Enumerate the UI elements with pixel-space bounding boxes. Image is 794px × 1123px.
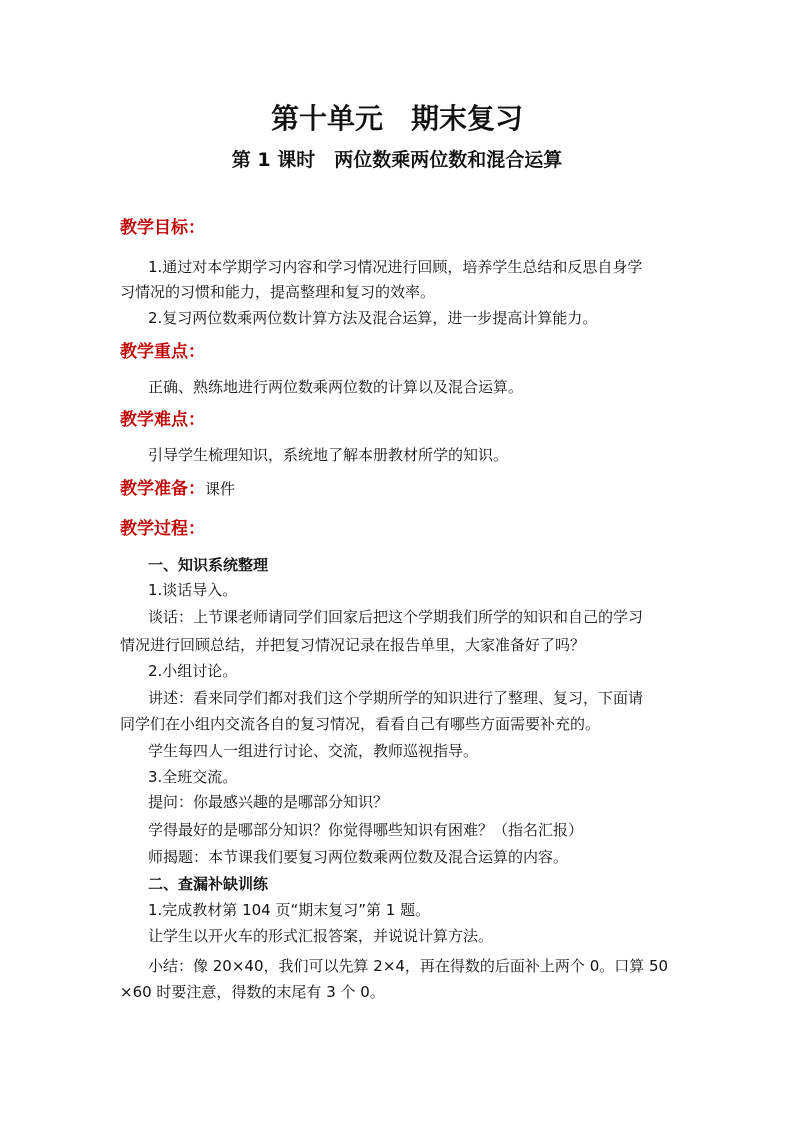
process-line: ×60 时要注意，得数的末尾有 3 个 0。 (120, 983, 385, 1001)
section-heading: 一、知识系统整理 (148, 556, 269, 574)
process-line: 小结：像 20×40，我们可以先算 2×4，再在得数的后面补上两个 0。口算 50 (148, 957, 669, 975)
process-line: 3.全班交流。 (148, 768, 238, 786)
process-line: 同学们在小组内交流各自的复习情况，看看自己有哪些方面需要补充的。 (120, 715, 601, 733)
process-line: 谈话：上节课老师请同学们回家后把这个学期我们所学的知识和自己的学习 (148, 608, 644, 626)
page-title: 第十单元 期末复习 (270, 102, 523, 135)
goals-text: 习情况的习惯和能力，提高整理和复习的效率。 (120, 283, 436, 301)
goals-text: 2.复习两位数乘两位数计算方法及混合运算，进一步提高计算能力。 (148, 309, 598, 327)
process-line: 提问：你最感兴趣的是哪部分知识？ (148, 793, 389, 811)
prep-heading (120, 479, 235, 499)
lesson-subtitle: 第 1 课时 两位数乘两位数和混合运算 (231, 149, 563, 171)
key-text: 正确、熟练地进行两位数乘两位数的计算以及混合运算。 (148, 378, 524, 396)
difficulty-text: 引导学生梳理知识，系统地了解本册教材所学的知识。 (148, 446, 509, 464)
process-heading: 教学过程： (120, 519, 205, 539)
goals-text: 1.通过对本学期学习内容和学习情况进行回顾，培养学生总结和反思自身学 (148, 258, 643, 276)
process-line: 师揭题：本节课我们要复习两位数乘两位数及混合运算的内容。 (148, 848, 569, 866)
key-heading: 教学重点： (120, 342, 205, 362)
process-line: 情况进行回顾总结，并把复习情况记录在报告单里，大家准备好了吗？ (120, 636, 586, 654)
process-line: 2.小组讨论。 (148, 662, 238, 680)
section-heading: 二、查漏补缺训练 (148, 875, 269, 893)
process-line: 1.谈话导入。 (148, 581, 238, 599)
process-line: 讲述：看来同学们都对我们这个学期所学的知识进行了整理、复习，下面请 (148, 689, 644, 707)
prep-label: 教学准备： (120, 479, 205, 499)
process-line: 学得最好的是哪部分知识？你觉得哪些知识有困难？（指名汇报） (148, 821, 584, 839)
process-line: 1.完成教材第 104 页“期末复习”第 1 题。 (148, 901, 431, 919)
difficulty-heading: 教学难点： (120, 410, 205, 430)
goals-heading: 教学目标： (120, 218, 205, 238)
process-line: 学生每四人一组进行讨论、交流，教师巡视指导。 (148, 742, 479, 760)
prep-text: 课件 (205, 480, 236, 498)
process-line: 让学生以开火车的形式汇报答案，并说说计算方法。 (148, 927, 494, 945)
